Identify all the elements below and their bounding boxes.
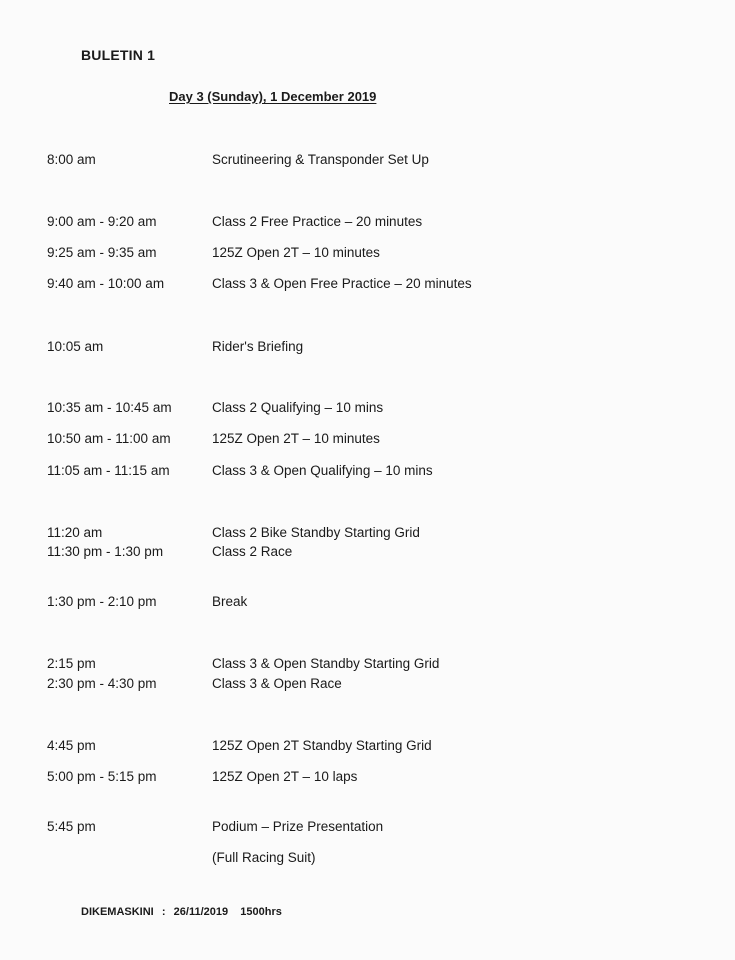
schedule-time: 9:40 am - 10:00 am bbox=[47, 276, 165, 291]
day-heading: Day 3 (Sunday), 1 December 2019 bbox=[169, 89, 377, 104]
schedule-time: 2:30 pm - 4:30 pm bbox=[47, 676, 157, 691]
schedule-time: 1:30 pm - 2:10 pm bbox=[47, 594, 157, 609]
schedule-row bbox=[0, 275, 735, 293]
schedule-row bbox=[0, 768, 735, 786]
schedule-event: 125Z Open 2T Standby Starting Grid bbox=[212, 738, 432, 753]
updated-footer bbox=[81, 906, 282, 918]
schedule-event: Scrutineering & Transponder Set Up bbox=[212, 152, 429, 167]
schedule-time: 11:05 am - 11:15 am bbox=[47, 463, 170, 478]
schedule-time: 11:20 am bbox=[47, 525, 103, 540]
schedule-row bbox=[0, 675, 735, 693]
footer-label: DIKEMASKINI bbox=[81, 906, 154, 918]
schedule-event: Class 2 Race bbox=[212, 544, 293, 559]
schedule-event: Class 2 Qualifying – 10 mins bbox=[212, 400, 384, 415]
schedule-time: 9:00 am - 9:20 am bbox=[47, 214, 157, 229]
schedule-event: Rider's Briefing bbox=[212, 339, 304, 354]
schedule-row bbox=[0, 338, 735, 356]
schedule-event: Class 3 & Open Free Practice – 20 minutes bbox=[212, 276, 472, 291]
schedule-row bbox=[0, 524, 735, 542]
schedule-time: 8:00 am bbox=[47, 152, 96, 167]
schedule-row bbox=[0, 543, 735, 561]
schedule-event: Break bbox=[212, 594, 248, 609]
schedule-event: Class 3 & Open Qualifying – 10 mins bbox=[212, 463, 433, 478]
schedule-time: 10:35 am - 10:45 am bbox=[47, 400, 172, 415]
schedule-time: 2:15 pm bbox=[47, 656, 96, 671]
schedule-event-note: (Full Racing Suit) bbox=[212, 850, 316, 865]
schedule-time: 4:45 pm bbox=[47, 738, 96, 753]
schedule-row bbox=[0, 399, 735, 417]
schedule-time: 9:25 am - 9:35 am bbox=[47, 245, 157, 260]
schedule-event: 125Z Open 2T – 10 minutes bbox=[212, 245, 380, 260]
schedule-row bbox=[0, 818, 735, 836]
schedule-row bbox=[0, 593, 735, 611]
schedule-time: 11:30 pm - 1:30 pm bbox=[47, 544, 164, 559]
schedule-row bbox=[0, 151, 735, 169]
schedule-event: Class 2 Free Practice – 20 minutes bbox=[212, 214, 423, 229]
schedule-event: 125Z Open 2T – 10 laps bbox=[212, 769, 358, 784]
schedule-row bbox=[0, 430, 735, 448]
schedule-event: Class 3 & Open Race bbox=[212, 676, 342, 691]
schedule-row bbox=[0, 737, 735, 755]
schedule-event: Class 2 Bike Standby Starting Grid bbox=[212, 525, 420, 540]
bulletin-title: BULETIN 1 bbox=[81, 47, 156, 63]
schedule-time: 5:00 pm - 5:15 pm bbox=[47, 769, 157, 784]
footer-separator: : bbox=[161, 906, 166, 918]
schedule-time: 10:50 am - 11:00 am bbox=[47, 431, 171, 446]
footer-date: 26/11/2019 bbox=[173, 906, 229, 918]
schedule-row bbox=[0, 244, 735, 262]
schedule-event: Class 3 & Open Standby Starting Grid bbox=[212, 656, 440, 671]
schedule-event: 125Z Open 2T – 10 minutes bbox=[212, 431, 380, 446]
footer-time: 1500hrs bbox=[240, 906, 282, 918]
schedule-row bbox=[0, 213, 735, 231]
schedule-event: Podium – Prize Presentation bbox=[212, 819, 384, 834]
schedule-row bbox=[0, 655, 735, 673]
schedule-row bbox=[0, 462, 735, 480]
schedule-row bbox=[0, 849, 735, 867]
schedule-time: 5:45 pm bbox=[47, 819, 96, 834]
schedule-time: 10:05 am bbox=[47, 339, 104, 354]
